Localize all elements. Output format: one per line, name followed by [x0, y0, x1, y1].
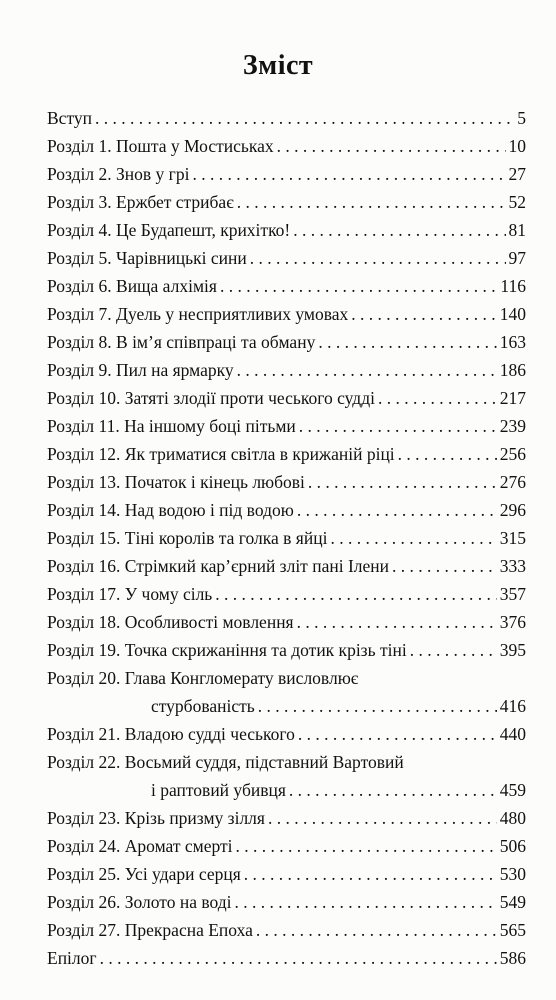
toc-entry-line — [47, 720, 526, 748]
toc-entry-line — [47, 244, 526, 272]
toc-entry-page: 459 — [499, 780, 526, 800]
toc-entry-line — [47, 328, 526, 356]
toc-entry-page: 440 — [499, 724, 526, 744]
toc-entry-line — [47, 888, 526, 916]
toc-entry-line — [47, 636, 526, 664]
toc-entry — [47, 748, 526, 804]
toc-entry-line — [47, 412, 526, 440]
dot-leader — [236, 832, 497, 860]
page-title: Зміст — [242, 50, 314, 81]
toc-entry-label: Розділ 4. Це Будапешт, крихітко! — [47, 220, 291, 240]
dot-leader — [277, 132, 506, 160]
dot-leader — [256, 916, 497, 944]
toc-entry — [47, 468, 526, 496]
toc-entry — [47, 636, 526, 664]
toc-entry-label: Розділ 7. Дуель у несприятливих умовах — [47, 304, 349, 324]
toc-entry — [47, 384, 526, 412]
toc-entry-label: Вступ — [47, 108, 92, 128]
toc-entry-label: Розділ 27. Прекрасна Епоха — [47, 920, 253, 940]
dot-leader — [192, 160, 505, 188]
toc-entry-label: Епілог — [47, 948, 97, 968]
toc-entry-line — [47, 496, 526, 524]
toc-entry-label-continued: стурбованість — [151, 696, 255, 716]
toc-entry-label: Розділ 25. Усі удари серця — [47, 864, 241, 884]
toc-entry-page: 97 — [508, 248, 526, 268]
dot-leader — [258, 692, 497, 720]
toc-entry — [47, 328, 526, 356]
toc-entry-label: Розділ 19. Точка скрижаніння та дотик крізь тіні — [47, 640, 407, 660]
dot-leader — [398, 440, 497, 468]
toc-entry-line — [47, 104, 526, 132]
toc-entry-label: Розділ 17. У чому сіль — [47, 584, 213, 604]
toc-entry — [47, 132, 526, 160]
toc-entry-page: 10 — [508, 136, 526, 156]
dot-leader — [237, 356, 497, 384]
toc-entry-page: 565 — [499, 920, 526, 940]
toc-entry — [47, 552, 526, 580]
toc-entry — [47, 832, 526, 860]
toc-entry — [47, 160, 526, 188]
dot-leader — [235, 888, 497, 916]
toc-entry-label: Розділ 2. Знов у грі — [47, 164, 190, 184]
toc-entry — [47, 412, 526, 440]
toc-entry-label: Розділ 22. Восьмий суддя, підставний Вартовий — [47, 752, 404, 772]
dot-leader — [100, 944, 497, 972]
toc-entry-line — [47, 804, 526, 832]
toc-entry-line — [47, 944, 526, 972]
toc-entry-page: 239 — [499, 416, 526, 436]
dot-leader — [410, 636, 497, 664]
toc-entry-page: 5 — [517, 108, 526, 128]
toc-entry-line — [47, 916, 526, 944]
toc-entry-line — [47, 776, 526, 804]
toc-entry-label: Розділ 15. Тіні королів та голка в яйці — [47, 528, 328, 548]
toc-entry — [47, 720, 526, 748]
toc-entry-label: Розділ 21. Владою судді чеського — [47, 724, 295, 744]
toc-entry-label: Розділ 12. Як триматися світла в крижаній ріці — [47, 444, 395, 464]
toc-entry — [47, 440, 526, 468]
toc-entry-page: 81 — [508, 220, 526, 240]
toc-entry — [47, 300, 526, 328]
toc-entry-label: Розділ 24. Аромат смерті — [47, 836, 233, 856]
toc-entry — [47, 804, 526, 832]
toc-entry-page: 395 — [499, 640, 526, 660]
toc-entry-page: 140 — [499, 304, 526, 324]
toc-entry-page: 357 — [499, 584, 526, 604]
toc-entry-label: Розділ 6. Вища алхімія — [47, 276, 217, 296]
toc-entry-label: Розділ 8. В ім’я співпраці та обману — [47, 332, 316, 352]
toc-entry-line — [47, 384, 526, 412]
dot-leader — [297, 496, 497, 524]
toc-entry — [47, 860, 526, 888]
toc-entry — [47, 356, 526, 384]
toc-entry-page: 315 — [499, 528, 526, 548]
toc-entry-line — [47, 580, 526, 608]
dot-leader — [250, 244, 506, 272]
toc-entry-page: 530 — [499, 864, 526, 884]
toc-entry-page: 276 — [499, 472, 526, 492]
toc-entry-label: Розділ 9. Пил на ярмарку — [47, 360, 234, 380]
dot-leader — [297, 608, 497, 636]
toc-entry — [47, 104, 526, 132]
toc-entry-label: Розділ 1. Пошта у Мостиськах — [47, 136, 274, 156]
dot-leader — [298, 720, 497, 748]
toc-entry-page: 416 — [499, 696, 526, 716]
dot-leader — [392, 552, 497, 580]
table-of-contents — [47, 104, 526, 972]
toc-entry — [47, 916, 526, 944]
toc-entry-label: Розділ 18. Особливості мовлення — [47, 612, 294, 632]
toc-entry-line — [47, 300, 526, 328]
toc-entry-page: 333 — [499, 556, 526, 576]
toc-entry-line — [47, 468, 526, 496]
toc-entry-line — [47, 664, 526, 692]
toc-entry-label: Розділ 11. На іншому боці пітьми — [47, 416, 296, 436]
dot-leader — [95, 104, 514, 132]
toc-entry — [47, 944, 526, 972]
dot-leader — [237, 188, 506, 216]
toc-entry-line — [47, 356, 526, 384]
toc-entry — [47, 496, 526, 524]
toc-entry-label: Розділ 10. Затяті злодії проти чеського судді — [47, 388, 375, 408]
toc-entry-page: 52 — [508, 192, 526, 212]
toc-entry — [47, 664, 526, 720]
toc-entry — [47, 608, 526, 636]
dot-leader — [308, 468, 497, 496]
toc-entry-label: Розділ 26. Золото на воді — [47, 892, 232, 912]
toc-entry — [47, 524, 526, 552]
toc-entry-line — [47, 132, 526, 160]
toc-entry — [47, 272, 526, 300]
toc-entry-label: Розділ 13. Початок і кінець любові — [47, 472, 305, 492]
toc-entry — [47, 580, 526, 608]
toc-entry-label-continued: і раптовий убивця — [151, 780, 286, 800]
dot-leader — [318, 328, 496, 356]
toc-entry-label: Розділ 14. Над водою і під водою — [47, 500, 294, 520]
dot-leader — [293, 216, 505, 244]
dot-leader — [244, 860, 497, 888]
toc-entry-page: 186 — [499, 360, 526, 380]
toc-entry-label: Розділ 16. Стрімкий кар’єрний зліт пані Ілени — [47, 556, 390, 576]
toc-entry — [47, 244, 526, 272]
dot-leader — [378, 384, 497, 412]
toc-entry-line — [47, 524, 526, 552]
dot-leader — [215, 580, 496, 608]
toc-entry-line — [47, 832, 526, 860]
toc-entry-label: Розділ 23. Крізь призму зілля — [47, 808, 265, 828]
toc-entry — [47, 188, 526, 216]
dot-leader — [330, 524, 496, 552]
toc-entry — [47, 888, 526, 916]
toc-entry-line — [47, 160, 526, 188]
toc-entry-label: Розділ 3. Ержбет стрибає — [47, 192, 234, 212]
toc-entry-page: 480 — [499, 808, 526, 828]
toc-entry-page: 116 — [500, 276, 526, 296]
dot-leader — [351, 300, 496, 328]
dot-leader — [299, 412, 497, 440]
toc-entry-line — [47, 440, 526, 468]
dot-leader — [289, 776, 497, 804]
toc-entry-label: Розділ 20. Глава Конгломерату висловлює — [47, 668, 359, 688]
toc-entry-line — [47, 748, 526, 776]
toc-entry-page: 586 — [499, 948, 526, 968]
toc-entry-page: 163 — [499, 332, 526, 352]
toc-entry-line — [47, 608, 526, 636]
toc-entry — [47, 216, 526, 244]
toc-entry-line — [47, 860, 526, 888]
toc-entry-line — [47, 272, 526, 300]
toc-entry-page: 549 — [499, 892, 526, 912]
toc-entry-page: 256 — [499, 444, 526, 464]
toc-entry-page: 506 — [499, 836, 526, 856]
toc-entry-page: 376 — [499, 612, 526, 632]
toc-entry-line — [47, 188, 526, 216]
toc-entry-page: 217 — [499, 388, 526, 408]
toc-entry-line — [47, 692, 526, 720]
dot-leader — [220, 272, 497, 300]
toc-entry-line — [47, 552, 526, 580]
dot-leader — [268, 804, 497, 832]
toc-entry-page: 27 — [508, 164, 526, 184]
toc-entry-label: Розділ 5. Чарівницькі сини — [47, 248, 247, 268]
toc-entry-page: 296 — [499, 500, 526, 520]
toc-entry-line — [47, 216, 526, 244]
